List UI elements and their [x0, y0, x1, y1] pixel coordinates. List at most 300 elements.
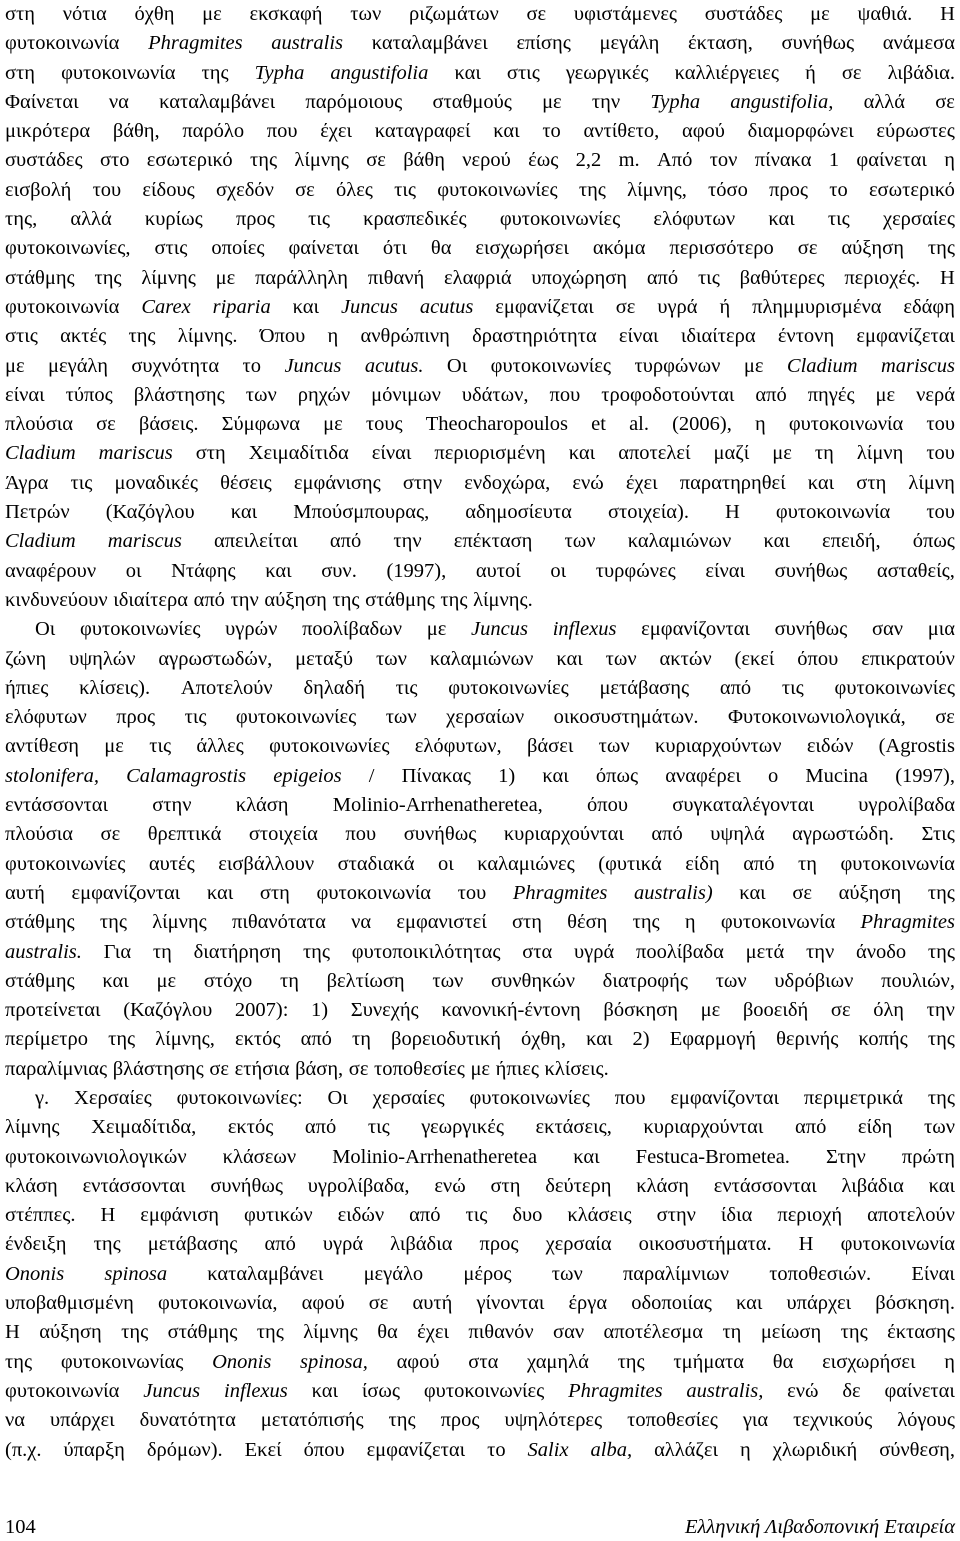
word: πιθανότατα — [231, 911, 326, 934]
text-line — [5, 820, 955, 849]
word: Juncus — [284, 354, 342, 377]
word: σταδιακά — [337, 852, 415, 875]
word: της — [121, 1321, 149, 1344]
word: του — [92, 178, 122, 201]
word: χερσαίων — [446, 706, 525, 729]
text-line — [5, 1377, 955, 1406]
word: κρασπεδικές — [363, 208, 467, 231]
word: νερού — [462, 149, 511, 172]
word: ή — [805, 61, 816, 84]
word: αγρωστώδη. — [792, 823, 894, 846]
word: η — [684, 911, 696, 934]
word: του — [457, 881, 487, 904]
text-line — [5, 557, 955, 586]
word: ενώ — [572, 471, 604, 494]
word: υψηλότερες — [504, 1409, 603, 1432]
word: ετήσια — [234, 1057, 290, 1080]
word: παραλίμνιας — [5, 1057, 108, 1080]
word: εμφάνισης — [293, 471, 381, 494]
word: τις — [395, 676, 418, 699]
word: Phragmites — [568, 1379, 663, 1402]
word: αποτέλεσμα — [603, 1321, 704, 1344]
word: διατροφής — [602, 969, 688, 992]
word: Οι — [327, 1086, 348, 1109]
word: και — [807, 471, 835, 494]
text-line — [5, 29, 955, 58]
word: αδημοσίευτα — [465, 501, 572, 524]
word: αλλά — [70, 208, 112, 231]
word: των — [564, 530, 596, 553]
word: ασταθείς, — [876, 559, 955, 582]
word: οικοσυστημάτων. — [553, 706, 699, 729]
text-line — [5, 498, 955, 527]
word: Cladium — [786, 354, 858, 377]
word: περίμετρο — [5, 1028, 89, 1051]
word: κυριαρχούνται — [643, 1116, 764, 1139]
word: είναι — [618, 325, 659, 348]
word: δηλαδή — [303, 676, 365, 699]
word: σταθμούς — [432, 90, 512, 113]
word: κυριαρχούντων — [654, 735, 782, 758]
word: έκτασης — [887, 1321, 955, 1344]
word: των — [245, 383, 277, 406]
word: θα — [377, 1321, 398, 1344]
word: ελόφυτων — [5, 706, 87, 729]
word: αύξηση — [841, 237, 904, 260]
word: των — [432, 969, 464, 992]
word: αυτές — [148, 852, 195, 875]
word: εισβάλλουν — [218, 852, 315, 875]
word: την — [393, 530, 422, 553]
word: καταλαμβάνει — [159, 90, 276, 113]
word: πρώτη — [901, 1145, 955, 1168]
word: πηγές — [807, 383, 855, 406]
word: ελόφυτων — [653, 208, 736, 231]
word: διατήρηση — [193, 940, 282, 963]
word: λίμνης, — [627, 178, 687, 201]
word: απειλείται — [213, 530, 298, 553]
word: δε — [842, 1379, 861, 1402]
word: μετάβασης — [599, 676, 690, 699]
word: σε — [209, 1057, 230, 1080]
word: να — [351, 911, 372, 934]
word: εισχωρήσει — [822, 1350, 916, 1373]
word: νερά — [916, 383, 955, 406]
word: εμφανιστεί — [396, 911, 487, 934]
word: Η — [940, 266, 955, 289]
word: κυριαρχούνται — [503, 823, 624, 846]
word: Είναι — [911, 1262, 955, 1285]
word: από — [304, 1116, 337, 1139]
word: από — [300, 1028, 332, 1051]
word: γ. — [35, 1086, 50, 1109]
word: με — [700, 999, 721, 1022]
word: και — [568, 442, 596, 465]
text-line — [5, 88, 955, 117]
word: Φυτοκοινωνιολογικά, — [727, 706, 906, 729]
word: φαίνεται — [884, 1379, 955, 1402]
word: με — [743, 354, 764, 377]
word: χερσαία — [545, 1233, 612, 1256]
word: εισβολή — [5, 178, 72, 201]
word: οδοποιίας — [631, 1292, 712, 1315]
word: συστάδες — [5, 149, 83, 172]
word: που — [266, 120, 298, 143]
word: άνοδο — [855, 940, 907, 963]
word: αφού — [681, 120, 725, 143]
word: πλημμυρισμένα — [752, 295, 882, 318]
text-line — [5, 615, 955, 644]
word: εμφανίζεται — [856, 325, 955, 348]
word: εμφανίζονται — [670, 1086, 780, 1109]
word: τόσο — [708, 178, 748, 201]
text-line — [5, 1406, 955, 1435]
word: Στην — [826, 1145, 866, 1168]
word: εμφανίζονται — [641, 618, 750, 641]
word: από — [646, 266, 679, 289]
word: στην — [656, 1204, 696, 1227]
word: Η — [940, 3, 955, 25]
word: αύξηση — [264, 588, 327, 611]
word: Εκεί — [244, 1438, 282, 1461]
word: Φαίνεται — [5, 90, 79, 113]
word: βόσκηση. — [875, 1292, 955, 1315]
word: τη — [352, 1028, 371, 1051]
word: βορειοδυτική — [391, 1028, 501, 1051]
word: australis. — [5, 940, 82, 963]
word: των — [551, 1262, 583, 1285]
word: λίμνης — [152, 911, 207, 934]
word: και — [735, 1292, 763, 1315]
word: χερσαίες — [372, 1086, 445, 1109]
word: Carex — [141, 295, 191, 318]
word: Στις — [921, 823, 955, 846]
word: από — [193, 588, 225, 611]
word: αγρωστωδών, — [158, 647, 273, 670]
text-line — [5, 1172, 955, 1201]
word: (Καζόγλου — [123, 999, 213, 1022]
word: στοιχεία). — [607, 501, 689, 524]
word: της — [440, 588, 468, 611]
word: κλάσεων — [222, 1145, 297, 1168]
word: φυτοκοινωνίες — [448, 676, 569, 699]
word: τυρφώνες — [595, 559, 676, 582]
word: της, — [5, 208, 38, 231]
word: τύπος — [65, 383, 113, 406]
word: ριζωμάτων — [409, 3, 499, 25]
word: φυτοκοινωνίας — [60, 1350, 184, 1373]
text-line — [5, 527, 955, 556]
word: αύξηση — [838, 881, 902, 904]
word: και — [739, 881, 766, 904]
word: ιδιαίτερα — [680, 325, 756, 348]
word: δεύτερη — [545, 1174, 612, 1197]
word: Συνεχής — [350, 999, 419, 1022]
word: όπου — [587, 794, 629, 817]
word: ζώνη — [5, 647, 47, 670]
word: acutus — [419, 295, 474, 318]
word: αναφέρουν — [5, 559, 97, 582]
word: βοοειδή — [742, 999, 809, 1022]
text-line — [5, 439, 955, 468]
word: ποολίβαδα — [635, 940, 724, 963]
word: κυρίως — [144, 208, 203, 231]
word: φυτοκοινωνία — [61, 61, 176, 84]
word: η — [754, 413, 766, 436]
word: φυτοκοινωνίες — [499, 208, 621, 231]
word: είδους — [142, 178, 195, 201]
word: Cladium — [5, 530, 76, 553]
word: Χερσαίες — [74, 1086, 152, 1109]
word: φυτοκοινωνία — [840, 852, 955, 875]
word: Molinio-Arrhenatheretea — [332, 1145, 538, 1168]
word: το — [829, 178, 848, 201]
word: των — [375, 647, 407, 670]
word: Phragmites — [860, 911, 955, 934]
word: την — [591, 90, 621, 113]
word: φυτοκοινωνίες — [423, 1379, 545, 1402]
word: οι — [125, 559, 142, 582]
word: αυτοί — [475, 559, 521, 582]
word: λίμνης — [294, 149, 349, 172]
text-line — [5, 1260, 955, 1289]
word: στις — [506, 61, 540, 84]
word: τη — [152, 940, 172, 963]
word: το — [487, 1438, 506, 1461]
word: τις — [149, 735, 172, 758]
word: που — [614, 1086, 646, 1109]
word: αφού — [301, 1292, 345, 1315]
word: υδάτων, — [461, 383, 529, 406]
word: βόσκηση — [603, 999, 678, 1022]
text-line — [5, 352, 955, 381]
word: inflexus — [552, 618, 617, 641]
word: και — [311, 1379, 338, 1402]
word: τις — [394, 178, 417, 201]
word: σχεδόν — [215, 178, 274, 201]
word: δυνατότητα — [139, 1409, 236, 1432]
word: μετατόπισής — [260, 1409, 364, 1432]
page-number: 104 — [5, 1516, 36, 1538]
word: βάσεις. — [138, 413, 199, 436]
word: κλίσεις). — [79, 676, 151, 699]
word: φυτοκοινωνίες, — [5, 237, 131, 260]
word: κλάσεις — [567, 1204, 632, 1227]
word: είδη — [685, 852, 720, 875]
word: στάθμης — [5, 911, 75, 934]
word: Για — [103, 940, 132, 963]
word: υπάρχει — [49, 1409, 115, 1432]
word: στη — [511, 911, 542, 934]
word: inflexus — [224, 1379, 288, 1402]
text-line — [5, 1055, 955, 1084]
word: βλάστησης — [133, 383, 225, 406]
word: λιβάδια — [390, 1233, 453, 1256]
word: σε — [797, 237, 818, 260]
word: έχει — [625, 471, 658, 494]
word: φυτοκοινωνία — [720, 911, 836, 934]
word: στο — [99, 149, 130, 172]
word: θρεπτικά — [147, 823, 222, 846]
word: με — [875, 383, 896, 406]
word: φυτοκοινωνία — [840, 1233, 955, 1256]
word: καταλαμβάνει — [371, 32, 488, 55]
word: μέρος — [463, 1262, 512, 1285]
word: (εκεί — [734, 647, 775, 670]
word: λόγους — [897, 1409, 955, 1432]
word: συχνότητα — [131, 354, 220, 377]
word: Η — [100, 1204, 116, 1227]
word: (φυτικά — [598, 852, 662, 875]
word: τροφοδοτούνται — [601, 383, 735, 406]
word: θερινής — [776, 1028, 839, 1051]
text-line — [5, 791, 955, 820]
word: προς — [479, 1233, 519, 1256]
word: του — [926, 413, 955, 436]
word: σε — [368, 1292, 389, 1315]
word: / — [368, 764, 375, 787]
word: τη — [722, 1321, 742, 1344]
word: συστάδες — [704, 3, 783, 25]
word: στην — [402, 471, 443, 494]
word: μείωση — [760, 1321, 822, 1344]
word: όλη — [873, 999, 904, 1022]
word: με — [215, 266, 236, 289]
word: της — [99, 911, 127, 934]
word: επειδή, — [821, 530, 881, 553]
word: ειδών — [337, 1204, 385, 1227]
word: φαίνεται — [856, 149, 927, 172]
word: στη — [856, 471, 887, 494]
word: βάθη — [403, 149, 445, 172]
word: για — [742, 1409, 769, 1432]
word: εκτός — [234, 1028, 281, 1051]
word: 1 — [828, 149, 840, 172]
word: Η — [798, 1233, 814, 1256]
word: τη — [279, 969, 299, 992]
word: υγρά — [322, 1233, 364, 1256]
word: παρατηρηθεί — [679, 471, 786, 494]
word: εσωτερικό — [146, 149, 233, 172]
word: πιθανή — [367, 266, 425, 289]
word: το — [542, 120, 561, 143]
word: εδάφη — [903, 295, 955, 318]
word: τοποθεσίες — [374, 1057, 465, 1080]
word: ψαθιά. — [857, 3, 913, 25]
word: Juncus — [143, 1379, 201, 1402]
word: της — [927, 881, 955, 904]
word: από — [755, 383, 787, 406]
word: υγρολίβαδα — [858, 794, 955, 817]
word: Σύμφωνα — [221, 413, 301, 436]
word: μεγάλη — [48, 354, 108, 377]
word: και — [573, 1145, 600, 1168]
word: κλίσεις. — [544, 1057, 609, 1080]
word: φυτοκοινωνία — [5, 1379, 120, 1402]
word: Από — [656, 149, 693, 172]
word: φυτοκοινωνία, — [158, 1292, 278, 1315]
word: τμήματα — [673, 1350, 745, 1373]
text-line — [5, 908, 955, 937]
word: κινδυνεύουν — [5, 588, 108, 611]
text-line — [5, 469, 955, 498]
word: σύνθεση, — [879, 1438, 955, 1461]
word: κοπής — [858, 1028, 908, 1051]
word: προς — [440, 1409, 480, 1432]
word: να — [5, 1409, 26, 1432]
text-line — [5, 732, 955, 761]
word: τη — [814, 442, 834, 465]
word: εκτάσεις, — [535, 1116, 612, 1139]
word: εμφανίζεται — [495, 295, 594, 318]
word: υποχώρηση — [531, 266, 628, 289]
word: με — [156, 969, 177, 992]
word: της — [128, 325, 156, 348]
word: αλλά — [863, 90, 905, 113]
word: Μπούσμπουρας, — [293, 501, 430, 524]
word: προτείνεται — [5, 999, 101, 1022]
word: αναφέρει — [665, 764, 741, 787]
word: λίμνη — [856, 442, 904, 465]
word: της — [388, 1409, 416, 1432]
word: προς — [769, 178, 809, 201]
word: από — [409, 1204, 441, 1227]
word: και — [265, 559, 292, 582]
word: φυτοκοινωνία — [775, 501, 891, 524]
word: et — [591, 413, 606, 436]
text-line — [5, 234, 955, 263]
word: alba, — [590, 1438, 633, 1461]
text-line — [5, 879, 955, 908]
word: συνήθως — [403, 823, 477, 846]
word: φαίνεται — [288, 237, 359, 260]
word: ελαφριά — [444, 266, 512, 289]
word: δρόμων). — [146, 1438, 223, 1461]
word: Χειμαδίτιδα, — [91, 1116, 197, 1139]
word: ιδιαίτερα — [113, 588, 188, 611]
word: τις — [367, 1116, 390, 1139]
word: φυτοκοινωνίες — [80, 618, 201, 641]
word: λίμνης — [303, 1321, 358, 1344]
word: εισχωρήσει — [475, 237, 569, 260]
word: Πίνακας — [401, 764, 471, 787]
word: λιβάδια. — [887, 61, 955, 84]
word: την — [926, 999, 955, 1022]
word: με — [5, 354, 25, 377]
word: μεταξύ — [295, 647, 354, 670]
word: καλλιέργειες — [674, 61, 780, 84]
word: στοιχεία — [248, 823, 318, 846]
word: μεγάλο — [363, 1262, 424, 1285]
word: επικρατούν — [861, 647, 955, 670]
word: ένδειξη — [5, 1233, 67, 1256]
word: σε — [100, 823, 121, 846]
word: Mucina — [805, 764, 869, 787]
word: στη — [5, 61, 36, 84]
word: στα — [522, 940, 553, 963]
word: αντίθεση — [5, 735, 79, 758]
body-text — [5, 0, 955, 1465]
word: και — [586, 1028, 613, 1051]
word: ανάμεσα — [882, 32, 955, 55]
word: πίνακα — [754, 149, 812, 172]
word: epigeios — [273, 764, 342, 787]
word: riparia — [212, 295, 271, 318]
word: australis) — [634, 881, 713, 904]
word: υψηλών — [69, 647, 136, 670]
word: ακτών — [659, 647, 712, 670]
word: από — [264, 1233, 296, 1256]
